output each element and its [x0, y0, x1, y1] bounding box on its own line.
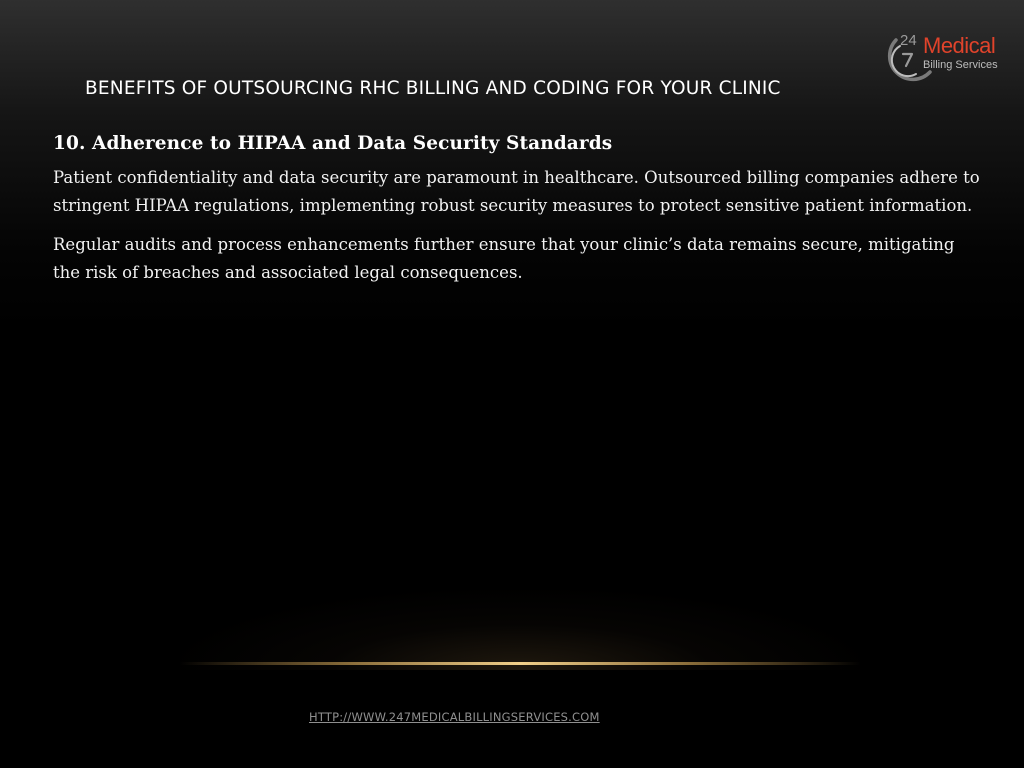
section-heading: 10. Adherence to HIPAA and Data Security Standards [53, 133, 613, 154]
company-logo [886, 30, 1014, 94]
body-paragraph-2: Regular audits and process enhancements further ensure that your clinic’s data remains secure, mitigating the risk of breaches and associated legal consequences. [53, 235, 955, 282]
footer-website-link[interactable]: HTTP://WWW.247MEDICALBILLINGSERVICES.COM [309, 710, 600, 724]
gold-divider [180, 662, 860, 665]
slide-title: BENEFITS OF OUTSOURCING RHC BILLING AND CODING FOR YOUR CLINIC [85, 78, 781, 99]
logo-brand-name: Medical [923, 33, 996, 58]
slide-body [53, 133, 983, 298]
body-paragraph-1: Patient confidentiality and data security are paramount in healthcare. Outsourced billing companies adhere to stringent HIPAA regulations, implementing robust security measures to protect sensitive patient information. [53, 168, 980, 215]
logo-number: 24 [900, 32, 917, 49]
logo-subtitle: Billing Services [923, 59, 998, 71]
divider-glow [180, 590, 860, 670]
